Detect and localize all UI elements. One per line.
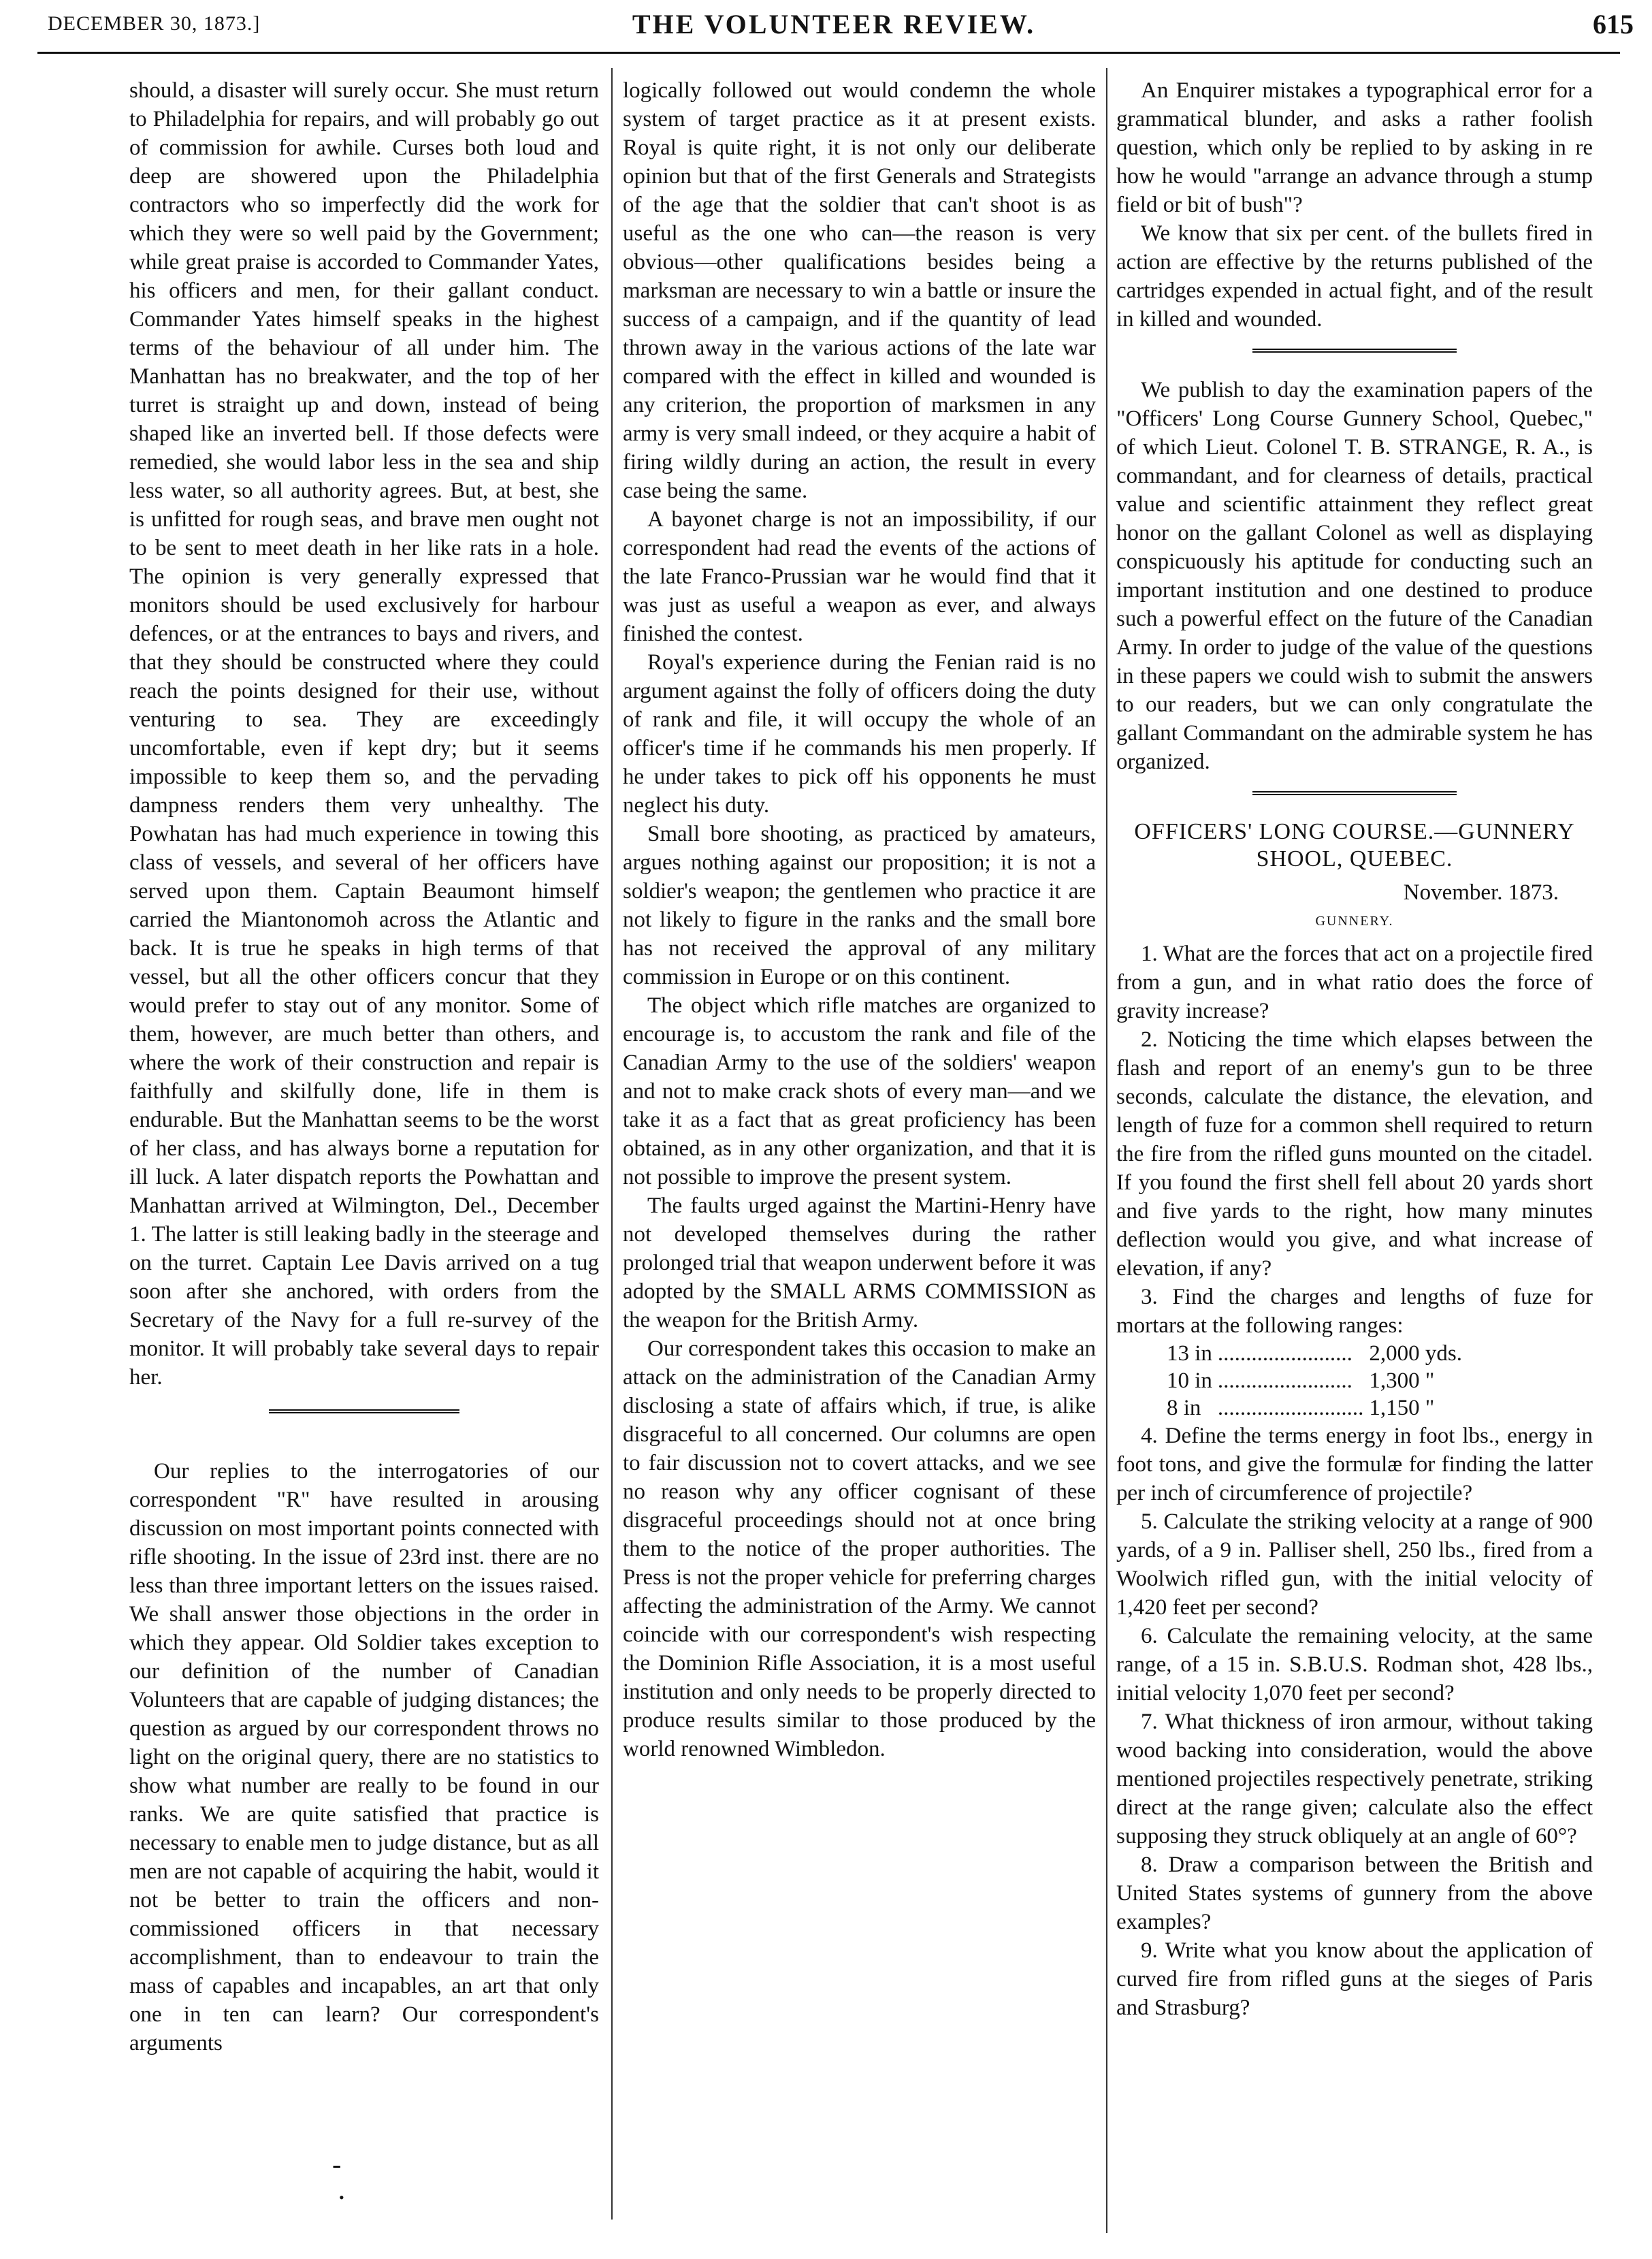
exam-question: 2. Noticing the time which elapses between the flash and report of an enemy's gun to be three seconds, calculate the distance, the elevation, and length of fuze for a common shell required to return the fire from the rifled guns mounted on the citadel. If you found the first shell fell about 20 yards short and five yards to the right, how many minutes deflection would you give, and what increase of elevation, if any?	[1116, 1027, 1593, 1281]
article-paragraph: An Enquirer mistakes a typographical error for a grammatical blunder, and asks a rather foolish question, which only be replied to by asking in re how he would "arrange an advance through a stump field or bit of bush"?	[1116, 78, 1593, 217]
print-speck: -	[332, 2149, 342, 2179]
leader-dots: ........................	[1217, 1341, 1353, 1366]
exam-question: 4. Define the terms energy in foot lbs., energy in foot tons, and give the formulæ for finding the latter per inch of circumference of projectile?	[1116, 1424, 1593, 1505]
article-paragraph: Our replies to the interrogatories of our correspondent "R" have resulted in arousing discussion on most important points connected with rifle shooting. In the issue of 23rd inst. there are no less than three important letters on the issues raised. We shall answer those objections in the order in which they appear. Old Soldier takes exception to our definition of the number of Canadian Volunteers that are capable of judging distances; the question as argued by our correspondent throws no light on the original query, there are no statistics to show what number are really to be found in our ranks. We are quite satisfied that practice is necessary to enable men to judge distance, but as all men are not capable of acquiring the habit, would it not be better to train the officers and non-commissioned officers in that necessary accomplishment, than to endeavour to train the mass of capables and incapables, an art that only one in ten can learn? Our correspondent's arguments	[129, 1459, 599, 2055]
column-2	[623, 76, 1096, 1763]
exam-question: 9. Write what you know about the application of curved fire from rifled guns at the sieges of Paris and Strasburg?	[1116, 1938, 1593, 2020]
exam-question: 1. What are the forces that act on a projectile fired from a gun, and in what ratio does the force of gravity increase?	[1116, 942, 1593, 1023]
article-paragraph: logically followed out would condemn the whole system of target practice as it at present exists. Royal is quite right, it is not only our deliberate opinion but that of the first Generals and Strategists of the age that the soldier that can't shoot is as useful as the one who can—the reason is very obvious—other qualifications besides being a marksman are necessary to win a battle or insure the success of a campaign, and if the quantity of lead thrown away in the various actions of the late war compared with the effect in killed and wounded is any criterion, the proportion of marksmen in any army is very small indeed, or they acquire a habit of firing wildly during an action, the result in every case being the same.	[623, 78, 1096, 503]
article-paragraph: should, a disaster will surely occur. She must return to Philadelphia for repairs, and will probably go out of commission for awhile. Curses both loud and deep are showered upon the Philadelphia contractors who so imperfectly did the work for which they were so well paid by the Government; while great praise is accorded to Commander Yates, his officers and men, for their gallant conduct. Commander Yates himself speaks in the highest terms of the behaviour of all under him. The Manhattan has no breakwater, and the top of her turret is straight up and down, instead of being shaped like an inverted bell. If those defects were remedied, she would labor less in the sea and ship less water, so all authority agrees. But, at best, she is unfitted for rough seas, and brave men ought not to be sent to meet death in her like rats in a hole. The opinion is very generally expressed that monitors should be used exclusively for harbour defences, or at the entrances to bays and rivers, and that they should be constructed where they could reach the points designed for their use, without venturing to sea. They are exceedingly uncomfortable, even if kept dry; but it seems impossible to keep them so, and the pervading dampness renders them very unhealthy. The Powhatan has had much experience in towing this class of vessels, and several of her officers have served upon them. Captain Beaumont himself carried the Miantonomoh across the Atlantic and back. It is true he speaks in high terms of that vessel, but all the other officers concur that they would prefer to stay out of any monitor. Some of them, however, are much better than others, and where the work of their construction and repair is faithfully and skilfully done, life in them is endurable. But the Manhattan seems to be the worst of her class, and has always borne a reputation for ill luck. A later dispatch reports the Powhattan and Manhattan arrived at Wilmington, Del., December 1. The latter is still leaking badly in the steerage and on the turret. Captain Lee Davis arrived on a tug soon after she anchored, with orders from the Secretary of the Navy for a full re-survey of the monitor. It will probably take several days to repair her.	[129, 78, 599, 1390]
ranges-row	[1164, 1367, 1465, 1394]
article-paragraph: We publish to day the examination papers of the "Officers' Long Course Gunnery School, Quebec," of which Lieut. Colonel T. B. STRANGE, R. A., is commandant, and for clearness of details, practical value and scientific attainment they reflect great honor on the gallant Colonel as well as displaying conspicuously his aptitude for conducting such an important institution and one destined to produce such a powerful effect on the future of the Canadian Army. In order to judge of the value of the questions in these papers we could wish to submit the answers to our readers, but we can only congratulate the gallant Commandant on the admirable system he has organized.	[1116, 378, 1593, 774]
article-paragraph: Our correspondent takes this occasion to make an attack on the administration of the Canadian Army disclosing a state of affairs which, if true, is alike disgraceful to all concerned. Our columns are open to fair discussion not to covert attacks, and we see no reason why any officer cognisant of these disgraceful proceedings should not at once bring them to the notice of the proper authorities. The Press is not the proper vehicle for preferring charges affecting the administration of the Army. We cannot coincide with our correspondent's wish respecting the Dominion Rifle Association, it is a most useful institution and only needs to be properly directed to produce results similar to those produced by the world renowned Wimbledon.	[623, 1336, 1096, 1761]
article-paragraph: Royal's experience during the Fenian raid is no argument against the folly of officers doing the duty of rank and file, it will occupy the whole of an officer's time if he commands his men properly. If he under takes to pick off his opponents he must neglect his duty.	[623, 650, 1096, 818]
bore-cell: 10 in	[1167, 1368, 1212, 1393]
column-3	[1116, 76, 1593, 2022]
section-separator	[1252, 791, 1457, 798]
ranges-row	[1164, 1394, 1465, 1422]
ranges-table	[1164, 1340, 1465, 1422]
exam-question: 8. Draw a comparison between the British and United States systems of gunnery from the above examples?	[1116, 1853, 1593, 1934]
exam-question: 6. Calculate the remaining velocity, at the same range, of a 15 in. S.B.U.S. Rodman shot, 428 lbs., initial velocity 1,070 feet per second?	[1116, 1624, 1593, 1705]
section-separator	[1252, 349, 1457, 355]
bore-cell: 8 in	[1167, 1396, 1201, 1420]
article-paragraph: A bayonet charge is not an impossibility, if our correspondent had read the events of the actions of the late Franco-Prussian war he would find that it was just as useful a weapon as ever, and always finished the contest.	[623, 507, 1096, 646]
column-divider	[611, 68, 613, 2220]
exam-date: November. 1873.	[1403, 880, 1559, 905]
page-header	[27, 5, 1640, 46]
issue-date: DECEMBER 30, 1873.]	[48, 12, 261, 35]
range-cell: 1,300 "	[1369, 1368, 1435, 1393]
ranges-row	[1164, 1340, 1465, 1367]
leader-dots: ..........................	[1217, 1396, 1364, 1420]
bore-cell: 13 in	[1167, 1341, 1212, 1366]
page-number: 615	[1593, 9, 1634, 39]
section-separator	[269, 1409, 459, 1416]
article-paragraph: The object which rifle matches are organized to encourage is, to accustom the rank and file of the Canadian Army to the use of the soldiers' weapon and not to make crack shots of every man—and we take it as a fact that as great proficiency has been obtained, as in any other organization, and that it is not possible to improve the present system.	[623, 993, 1096, 1189]
range-cell: 2,000 yds.	[1369, 1341, 1463, 1366]
header-rule	[37, 52, 1620, 54]
exam-question: 7. What thickness of iron armour, without taking wood backing into consideration, would the above mentioned projectiles respectively penetrate, striking direct at the range given; calculate also the effect supposing they struck obliquely at an angle of 60°?	[1116, 1710, 1593, 1848]
article-paragraph: The faults urged against the Martini-Henry have not developed themselves during the rather prolonged trial that weapon underwent before it was adopted by the SMALL ARMS COMMISSION as the weapon for the British Army.	[623, 1193, 1096, 1332]
leader-dots: ........................	[1217, 1368, 1353, 1393]
exam-subheading: GUNNERY.	[1315, 914, 1394, 929]
exam-question: 3. Find the charges and lengths of fuze for mortars at the following ranges:	[1116, 1285, 1593, 1338]
article-paragraph: We know that six per cent. of the bullets fired in action are effective by the returns published of the cartridges expended in actual fight, and of the result in killed and wounded.	[1116, 221, 1593, 332]
column-divider	[1106, 68, 1107, 2233]
column-1	[129, 76, 599, 2057]
exam-question: 5. Calculate the striking velocity at a range of 900 yards, of a 9 in. Palliser shell, 250 lbs., fired from a Woolwich rifled gun, with the initial velocity of 1,420 feet per second?	[1116, 1509, 1593, 1620]
masthead-title: THE VOLUNTEER REVIEW.	[632, 9, 1036, 39]
article-paragraph: Small bore shooting, as practiced by amateurs, argues nothing against our proposition; it is not a soldier's weapon; the gentlemen who practice it are not likely to figure in the ranks and the small bore has not received the approval of any military commission in Europe or on this continent.	[623, 822, 1096, 989]
exam-heading: OFFICERS' LONG COURSE.—GUNNERY SHOOL, QUEBEC.	[1134, 819, 1575, 871]
print-speck: •	[339, 2189, 344, 2206]
range-cell: 1,150 "	[1369, 1396, 1435, 1420]
